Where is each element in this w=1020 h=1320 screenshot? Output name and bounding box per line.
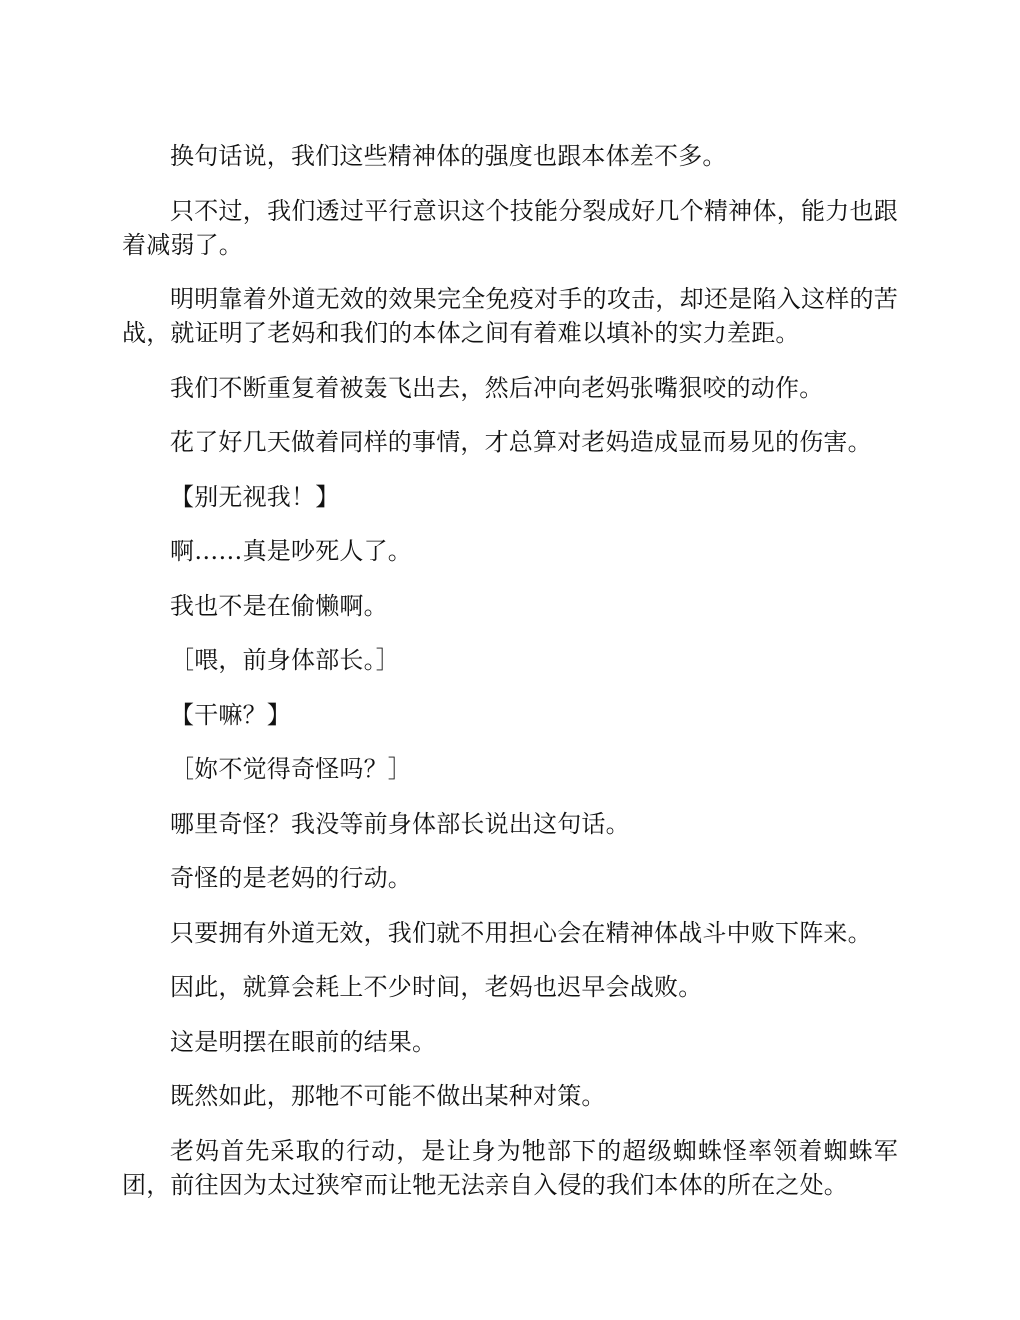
paragraph: 换句话说，我们这些精神体的强度也跟本体差不多。 — [170, 142, 727, 170]
dialogue-line: ［妳不觉得奇怪吗？］ — [170, 755, 412, 783]
paragraph: 花了好几天做着同样的事情，才总算对老妈造成显而易见的伤害。 — [170, 428, 872, 456]
paragraph: 因此，就算会耗上不少时间，老妈也迟早会战败。 — [170, 973, 703, 1001]
dialogue-line: 【别无视我！】 — [170, 482, 340, 511]
paragraph: 哪里奇怪？我没等前身体部长说出这句话。 — [170, 809, 630, 838]
dialogue-line: 【干嘛？】 — [170, 700, 291, 729]
paragraph: 奇怪的是老妈的行动。 — [170, 864, 412, 892]
paragraph: 明明靠着外道无效的效果完全免疫对手的攻击，却还是陷入这样的苦战，就证明了老妈和我们的本体之间有着难以填补的实力差距。 — [122, 285, 898, 347]
document-page — [122, 139, 898, 1202]
paragraph: 老妈首先采取的行动，是让身为牠部下的超级蜘蛛怪率领着蜘蛛军团，前往因为太过狭窄而让牠无法亲自入侵的我们本体的所在之处。 — [122, 1136, 898, 1199]
paragraph: 只要拥有外道无效，我们就不用担心会在精神体战斗中败下阵来。 — [170, 918, 872, 947]
paragraph: 这是明摆在眼前的结果。 — [170, 1027, 437, 1056]
dialogue-line: ［喂，前身体部长。］ — [170, 646, 400, 674]
paragraph: 啊……真是吵死人了。 — [170, 537, 412, 565]
paragraph: 只不过，我们透过平行意识这个技能分裂成好几个精神体，能力也跟着减弱了。 — [122, 196, 898, 259]
paragraph: 我也不是在偷懒啊。 — [170, 591, 388, 620]
paragraph: 既然如此，那牠不可能不做出某种对策。 — [170, 1082, 606, 1110]
paragraph: 我们不断重复着被轰飞出去，然后冲向老妈张嘴狠咬的动作。 — [170, 373, 824, 402]
